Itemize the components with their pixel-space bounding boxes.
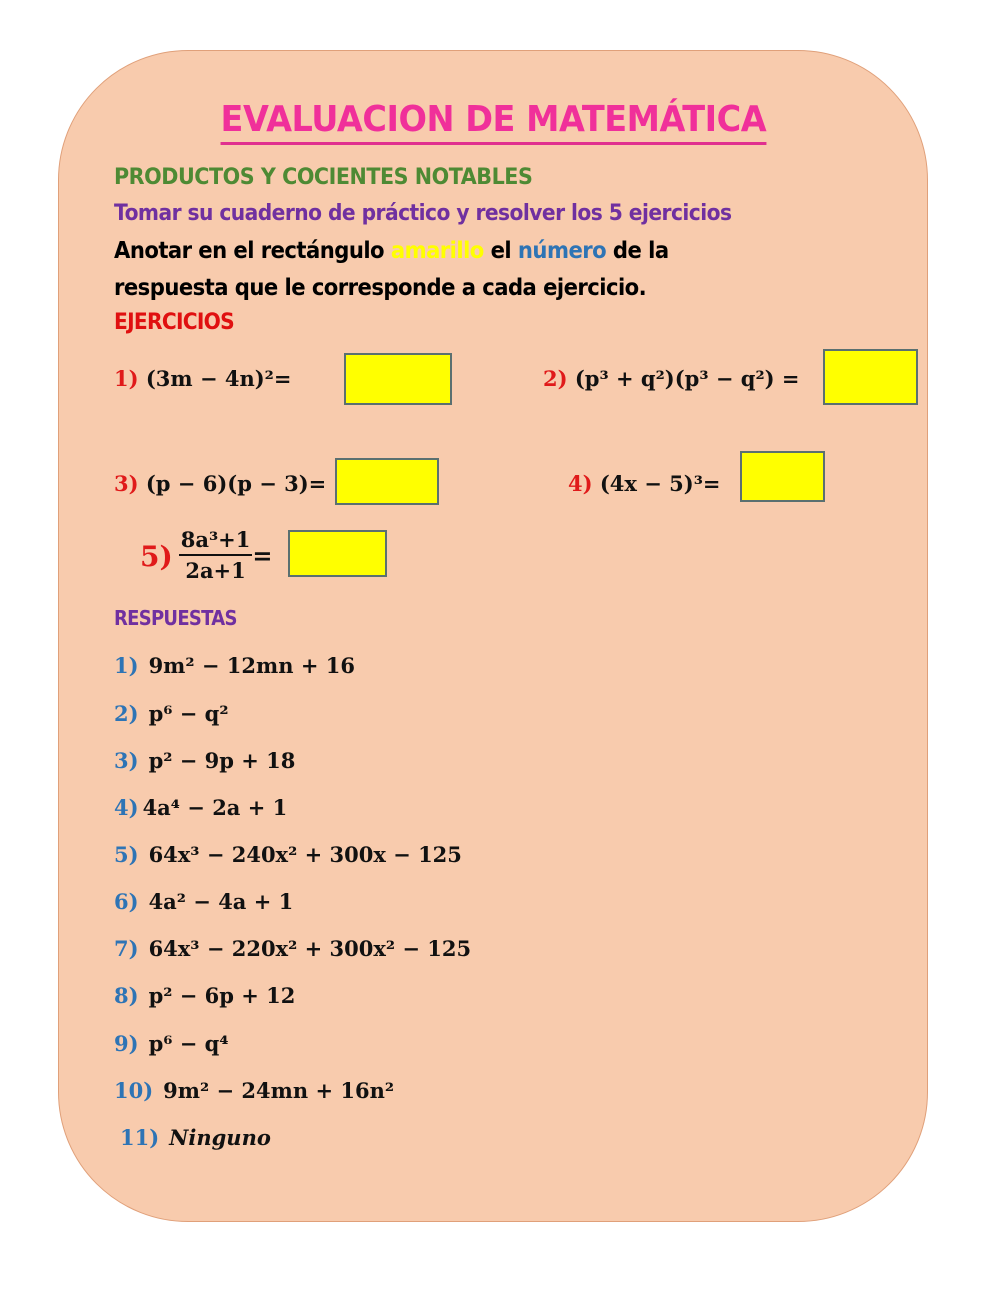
exercise-expression: (p − 6)(p − 3)=: [145, 471, 327, 496]
answer-option-number: 3): [114, 748, 139, 773]
answer-option-number: 1): [114, 653, 139, 678]
answer-option-text: 9m² − 24mn + 16n²: [163, 1078, 395, 1103]
exercise-3: [114, 471, 326, 496]
answer-option-number: 9): [114, 1031, 139, 1056]
answer-box-5[interactable]: [288, 530, 387, 577]
answer-option-number: 6): [114, 889, 139, 914]
highlight-blue-word: número: [517, 238, 607, 264]
instruction-text: Anotar en el rectángulo: [114, 238, 391, 264]
answer-option-number: 2): [114, 701, 139, 726]
exercise-1: [114, 366, 291, 391]
page-title-text: EVALUACION DE MATEMÁTICA: [220, 98, 766, 145]
instruction-text: de la: [606, 238, 669, 264]
exercise-4: [568, 471, 721, 496]
instruction-text: el: [483, 238, 518, 264]
exercise-number: 1): [114, 366, 139, 391]
exercise-number: 3): [114, 471, 139, 496]
answer-option-text: 64x³ − 240x² + 300x − 125: [148, 842, 462, 867]
fraction-denominator: 2a+1: [185, 558, 246, 583]
answer-option-text: 9m² − 12mn + 16: [148, 653, 355, 678]
answer-option-number: 5): [114, 842, 139, 867]
answer-option: [114, 748, 295, 773]
answer-option: [114, 889, 293, 914]
equals-sign: =: [252, 542, 273, 570]
answer-option-text: p⁶ − q⁴: [148, 1031, 229, 1056]
answer-option-text: 4a⁴ − 2a + 1: [142, 795, 288, 820]
page-title: [0, 98, 986, 145]
instruction-line-2: [114, 238, 669, 264]
exercises-heading: EJERCICIOS: [114, 310, 234, 335]
answer-option-number: 4): [114, 795, 139, 820]
answer-option: [114, 653, 355, 678]
answer-option-number: 11): [120, 1125, 160, 1150]
instruction-line-1: Tomar su cuaderno de práctico y resolver los 5 ejercicios: [114, 201, 732, 226]
answer-option: [114, 1031, 229, 1056]
answer-option: [114, 795, 287, 820]
answer-option-text: Ninguno: [169, 1125, 271, 1150]
exercise-number: 5): [140, 539, 173, 573]
answer-option-text: p² − 6p + 12: [148, 983, 296, 1008]
fraction-numerator: 8a³+1: [179, 527, 253, 556]
answer-option-number: 7): [114, 936, 139, 961]
answer-option-text: p² − 9p + 18: [148, 748, 296, 773]
answer-option: [114, 983, 295, 1008]
answer-option-number: 8): [114, 983, 139, 1008]
answer-box-1[interactable]: [344, 353, 452, 405]
answer-box-4[interactable]: [740, 451, 825, 502]
exercise-expression: (3m − 4n)²=: [145, 366, 292, 391]
fraction: [179, 527, 253, 585]
answer-box-3[interactable]: [335, 458, 439, 505]
answer-option: [114, 842, 462, 867]
exercise-2: [543, 366, 800, 391]
exercise-5: [140, 527, 272, 585]
exercise-expression: (p³ + q²)(p³ − q²) =: [574, 366, 800, 391]
highlight-yellow-word: amarillo: [390, 238, 484, 264]
answer-option-text: 64x³ − 220x² + 300x² − 125: [148, 936, 472, 961]
answer-option-number: 10): [114, 1078, 154, 1103]
exercise-number: 4): [568, 471, 593, 496]
answer-option-text: 4a² − 4a + 1: [148, 889, 294, 914]
answer-box-2[interactable]: [823, 349, 918, 405]
answer-option: [114, 701, 229, 726]
exercise-number: 2): [543, 366, 568, 391]
answer-option: [120, 1125, 271, 1150]
exercise-expression: (4x − 5)³=: [599, 471, 721, 496]
answer-option: [114, 1078, 394, 1103]
subtitle: PRODUCTOS Y COCIENTES NOTABLES: [114, 165, 533, 190]
answers-heading: RESPUESTAS: [114, 606, 237, 630]
answer-option-text: p⁶ − q²: [148, 701, 229, 726]
instruction-line-3: respuesta que le corresponde a cada ejercicio.: [114, 275, 647, 301]
answer-option: [114, 936, 471, 961]
